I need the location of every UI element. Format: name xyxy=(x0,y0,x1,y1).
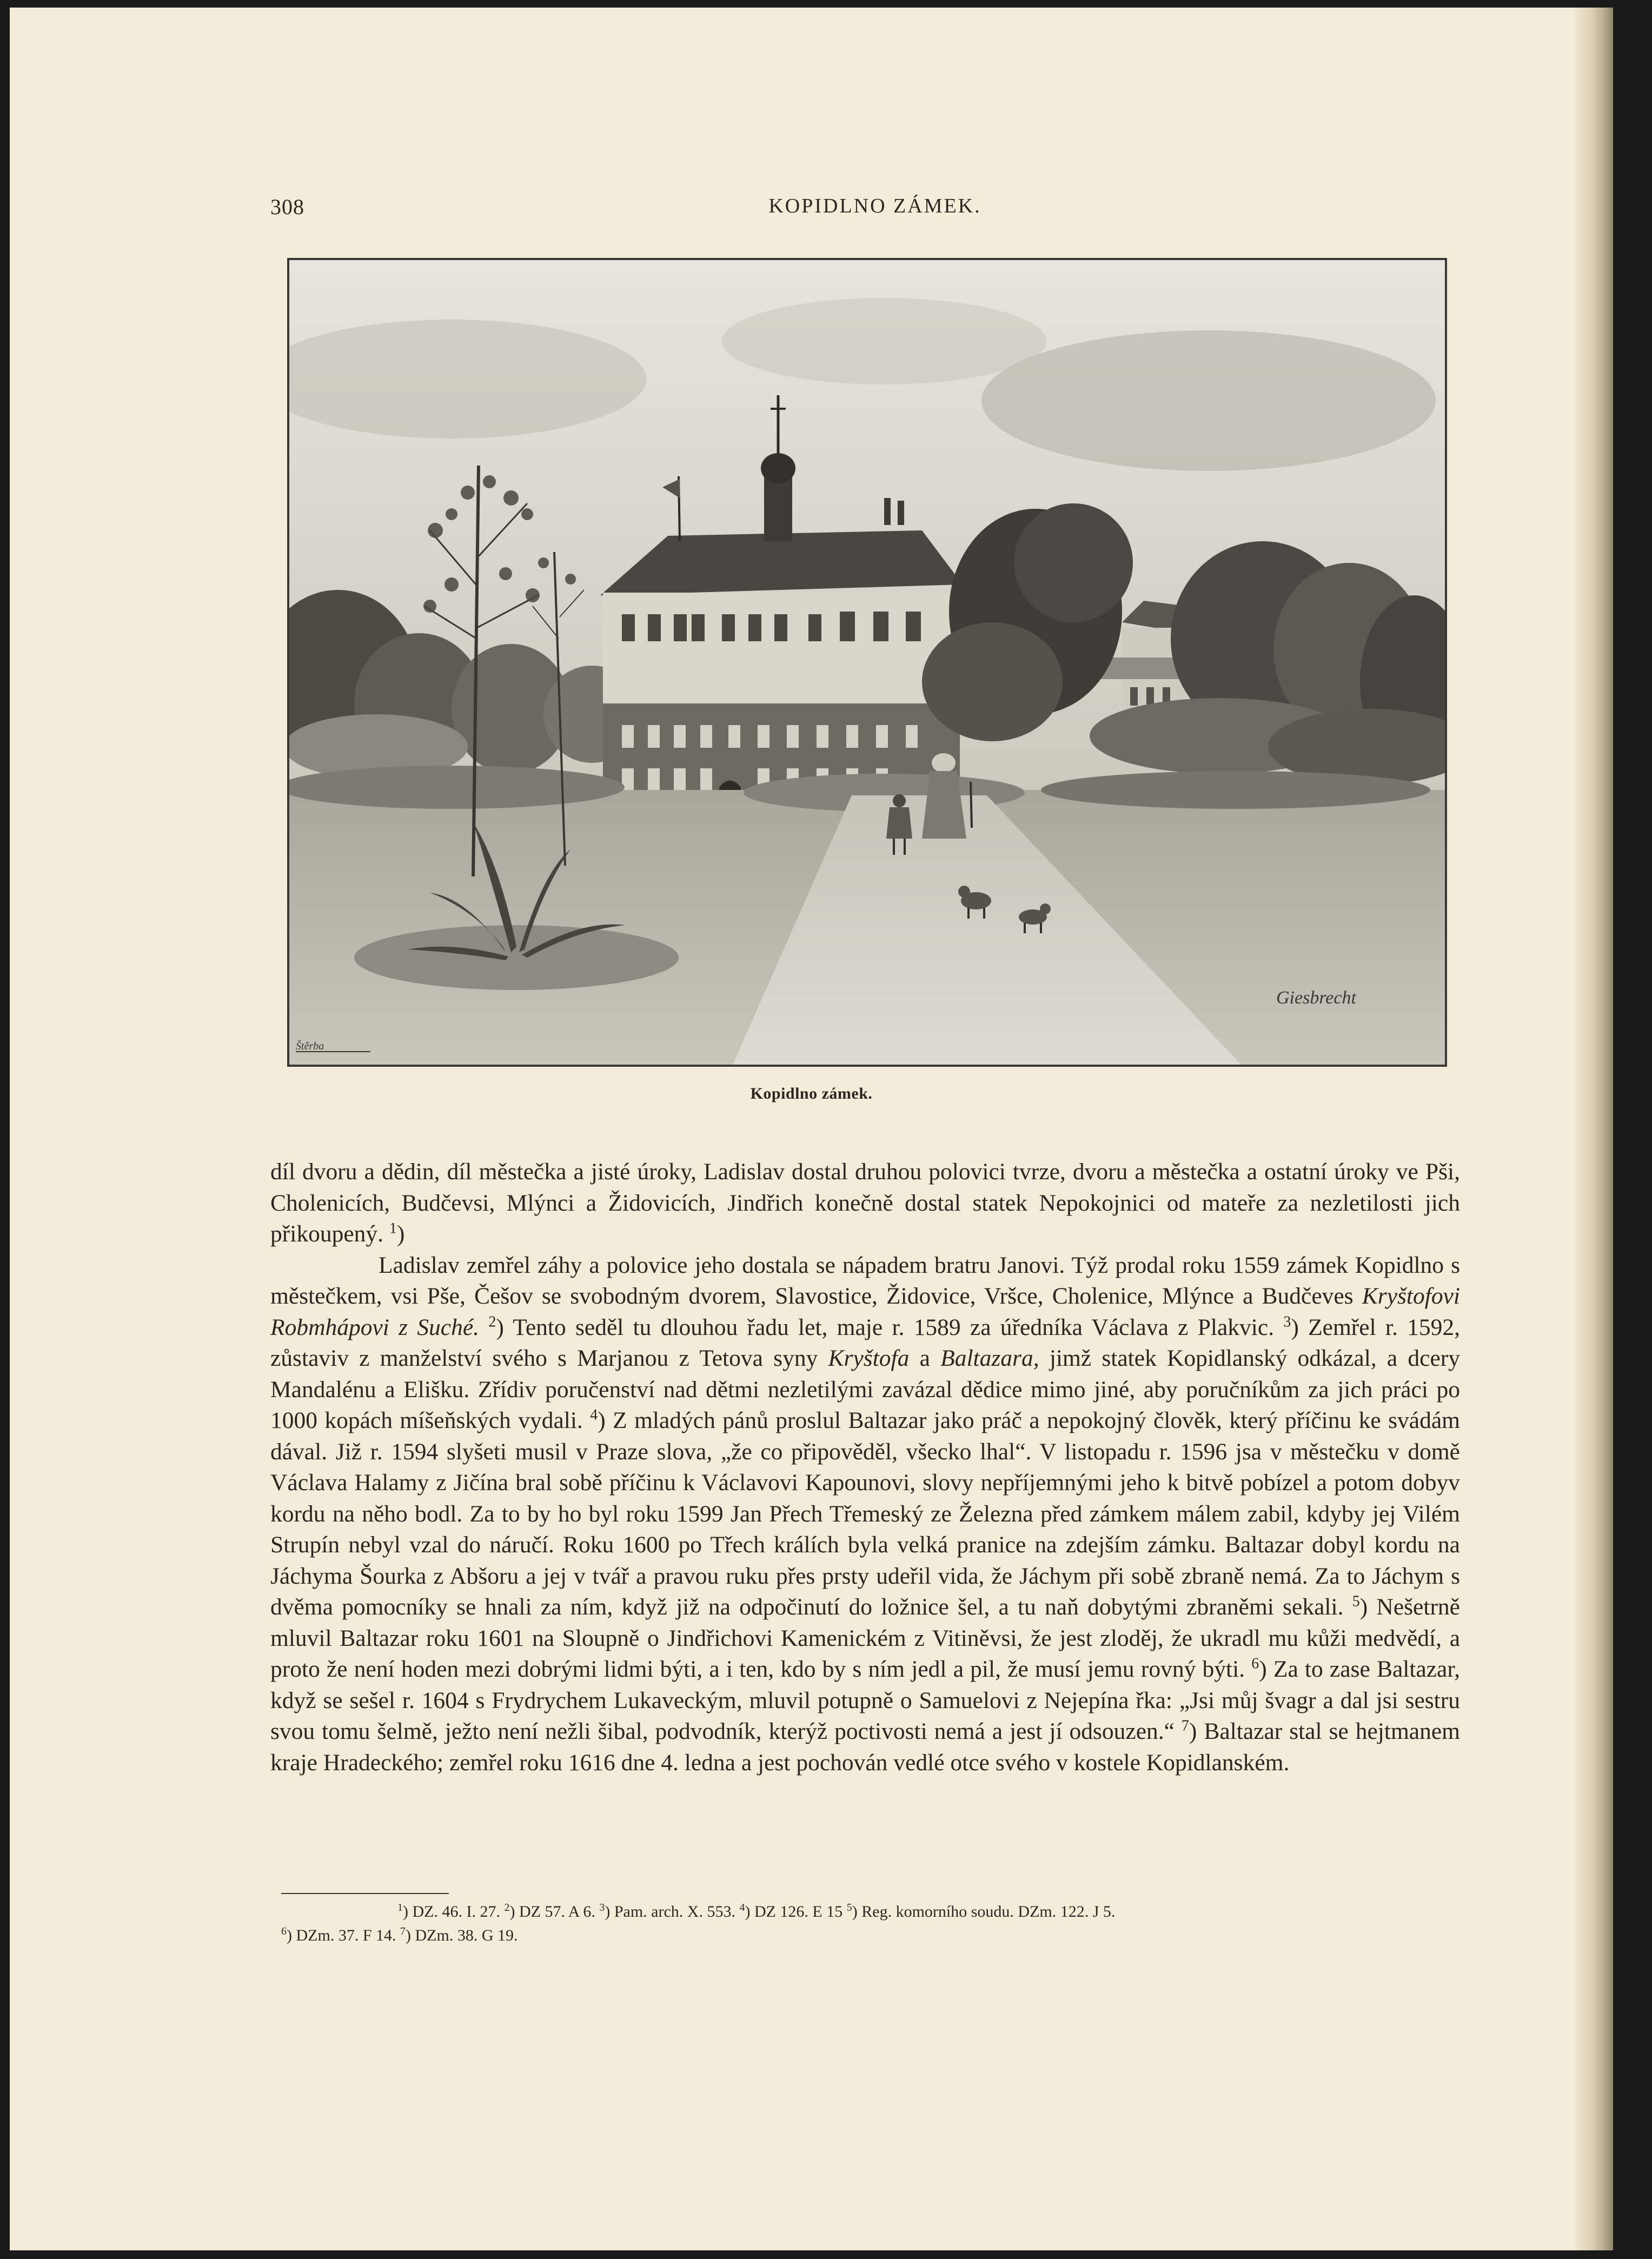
text-run: ) xyxy=(396,1221,405,1247)
footnote-marker: 6 xyxy=(281,1925,287,1937)
italic-name: Baltazara, xyxy=(940,1345,1039,1371)
text-run: díl dvoru a dědin, díl městečka a jisté úroky, Ladislav dostal druhou polovici tvrze, dvoru a městečka a ostatní úroky ve Pši, Cholenicích, Budčevsi, Mlýnci a Židovicích, Jindřich konečně dostal statek Nepokojnici od mateře za nezletilosti jich přikoupený. xyxy=(270,1159,1460,1247)
text-run: ) DZm. 38. G 19. xyxy=(406,1926,518,1944)
footnotes xyxy=(281,1900,1463,1948)
footnote-marker: 3 xyxy=(1283,1313,1291,1330)
footnote-line xyxy=(281,1900,1463,1924)
text-run: ) Pam. arch. X. 553. xyxy=(605,1903,740,1921)
italic-name: Kryštofovi Robmhápovi z Suché. xyxy=(270,1283,1460,1340)
text-run: ) Zemřel r. 1592, zůstaviv z manželství svého s Marjanou z Tetova syny xyxy=(270,1314,1460,1371)
text-run: jimž statek Kopidlanský odkázal, a dcery Mandalénu a Elišku. Zřídiv poručenství nad dětmi nezletilými zavázal dědice mimo jiné, aby poručníkům za jich práci po 1000 kopách míšeňských vydali. xyxy=(270,1345,1461,1433)
footnote-marker: 2 xyxy=(504,1902,510,1913)
text-run: a xyxy=(909,1345,941,1371)
castle-illustration xyxy=(289,260,1445,1065)
figure-caption: Kopidlno zámek. xyxy=(750,1085,873,1102)
text-run: ) Nešetrně mluvil Baltazar roku 1601 na Sloupně o Jindřichovi Kamenickém z Vitiněvsi, že jest zloděj, že ukradl mu kůži medvědí, a proto že není hoden mezi dobrými lidmi býti, a i ten, kdo by s ním jedl a pil, že musí jemu rovný býti. xyxy=(270,1594,1460,1682)
footnote-marker: 4 xyxy=(739,1902,745,1913)
footnote-marker: 7 xyxy=(400,1925,406,1937)
footnote-marker: 1 xyxy=(389,1220,397,1237)
book-binding-shadow xyxy=(1575,8,1613,2250)
running-head xyxy=(10,194,1613,227)
footnote-marker: 5 xyxy=(846,1902,852,1913)
footnote-rule xyxy=(281,1893,449,1894)
text-run: ) DZ 57. A 6. xyxy=(509,1903,600,1921)
footnote-marker: 3 xyxy=(599,1902,605,1913)
running-title: KOPIDLNO ZÁMEK. xyxy=(768,195,981,217)
footnote-marker: 5 xyxy=(1352,1593,1360,1610)
text-run: ) Baltazar stal se hejtmanem kraje Hradeckého; zemřel roku 1616 dne 4. ledna a jest pochován vedlé otce svého v kostele Kopidlanském. xyxy=(270,1718,1460,1776)
text-run: Ladislav zemřel záhy a polovice jeho dostala se nápadem bratru Janovi. Týž prodal roku 1559 zámek Kopidlno s městečkem, vsi Pše, Češov se svobodným dvorem, Slavostice, Židovice, Vršce, Cholenice, Mlýnce a Budčeves xyxy=(270,1252,1460,1309)
text-run: ) Z mladých pánů proslul Baltazar jako práč a nepokojný člověk, který příčinu ke svádám dával. Již r. 1594 slyšeti musil v Praze slova, „že co připověděl, všecko lhal“. V listopadu r. 1596 jsa v městečku v domě Václava Halamy z Jičína bral sobě příčinu k Václavovi Kapounovi, slovy nepříjemnými jeho k bitvě pobízel a potom dobyv kordu na něho bodl. Za to by ho byl roku 1599 Jan Přech Třemeský ze Železna před zámkem málem zabil, kdyby jej Vilém Strupín nebyl vzal do náručí. Roku 1600 po Třech králích byla velká pranice na zdejším zámku. Baltazar dobyl kordu na Jáchyma Šourka z Abšoru a jej v tvář a pravou ruku přes prsty udeřil vida, že Jáchym při sobě zbraně nemá. Za to Jáchym s dvěma pomocníky se hnali za ním, když již na odpočinutí do ložnice šel, a tu naň dobytými zbraněmi sekali. xyxy=(270,1407,1460,1620)
text-run: ) DZ 126. E 15 xyxy=(745,1903,847,1921)
text-run: ) Tento seděl tu dlouhou řadu let, maje r. 1589 za úředníka Václava z Plakvic. xyxy=(496,1314,1284,1340)
footnote-marker: 1 xyxy=(397,1902,403,1913)
footnote-marker: 6 xyxy=(1251,1655,1259,1672)
text-run: ) DZ. 46. I. 27. xyxy=(403,1903,505,1921)
page-number: 308 xyxy=(270,195,304,219)
text-run: ) DZm. 37. F 14. xyxy=(287,1926,400,1944)
footnote-marker: 4 xyxy=(590,1406,598,1424)
italic-name: Kryštofa xyxy=(828,1345,910,1371)
text-run xyxy=(479,1314,488,1340)
footnote-line xyxy=(281,1924,1463,1948)
illustration-plate xyxy=(287,258,1447,1067)
footnote-marker: 2 xyxy=(488,1313,496,1330)
body-text xyxy=(270,1157,1460,1778)
book-page xyxy=(10,8,1613,2250)
artist-signature-left: Štěrba xyxy=(296,1040,324,1052)
paragraph xyxy=(270,1157,1460,1250)
artist-signature-right: Giesbrecht xyxy=(1276,988,1356,1008)
text-run: ) Za to zase Baltazar, když se sešel r. 1604 s Frydrychem Lukaveckým, mluvil potupně o Samuelovi z Nejepína řka: „Jsi můj švagr a dal jsi sestru svou tomu šelmě, ježto není nežli šibal, podvodník, kterýž poctivosti nemá a jest jí odsouzen.“ xyxy=(270,1656,1460,1744)
flowerbed xyxy=(354,925,679,990)
footnote-marker: 7 xyxy=(1181,1717,1189,1735)
paragraph xyxy=(270,1250,1460,1779)
text-run: ) Reg. komorního soudu. DZm. 122. J 5. xyxy=(852,1903,1116,1921)
